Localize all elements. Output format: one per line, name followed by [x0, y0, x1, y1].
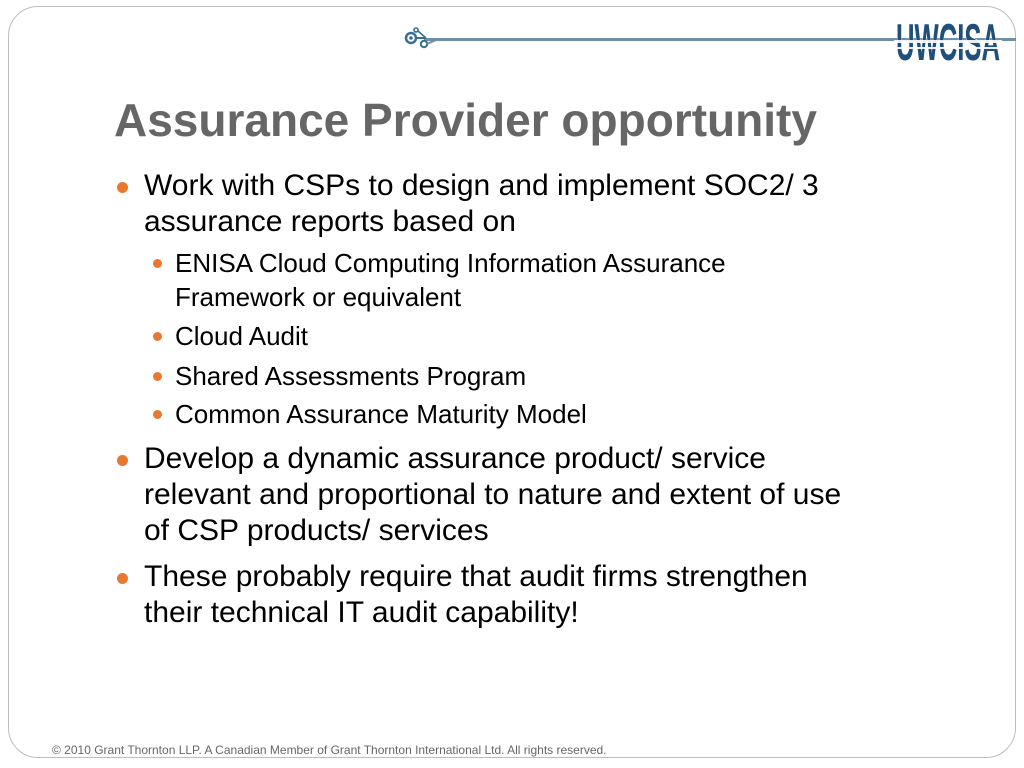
sub-bullet-item [175, 319, 308, 353]
bullet-text-line: relevant and proportional to nature and extent of use [144, 478, 842, 511]
sub-bullet-text-line: ENISA Cloud Computing Information Assurance [175, 248, 726, 278]
bullet-text-line: of CSP products/ services [144, 514, 489, 547]
bullet-marker [117, 455, 128, 466]
sub-bullet-marker [153, 332, 162, 341]
sub-bullet-marker [153, 372, 162, 381]
sub-bullet-marker [153, 259, 162, 268]
sub-bullet-marker [153, 410, 162, 419]
bullet-item [144, 168, 819, 240]
bullet-text-line: assurance reports based on [144, 205, 516, 238]
bullet-text-line: Develop a dynamic assurance product/ service [144, 442, 766, 475]
bullet-text-line: These probably require that audit firms strengthen [144, 560, 808, 593]
sub-bullet-text-line: Cloud Audit [175, 321, 308, 351]
bullet-text-line: their technical IT audit capability! [144, 596, 579, 629]
sub-bullet-text-line: Common Assurance Maturity Model [175, 399, 587, 429]
sub-bullet-text-line: Framework or equivalent [175, 282, 462, 312]
bullet-item [144, 559, 808, 631]
sub-bullet-text-line: Shared Assessments Program [175, 361, 527, 391]
bullet-marker [117, 182, 128, 193]
bullet-text-line: Work with CSPs to design and implement SOC2/ 3 [144, 169, 819, 202]
slide-title: Assurance Provider opportunity [114, 94, 817, 146]
sub-bullet-item [175, 397, 587, 431]
bullet-item [144, 441, 841, 549]
copyright-footer: © 2010 Grant Thornton LLP. A Canadian Member of Grant Thornton International Ltd. All rights reserved. [52, 743, 607, 757]
bullet-marker [117, 573, 128, 584]
sub-bullet-item [175, 246, 726, 314]
sub-bullet-item [175, 359, 526, 393]
